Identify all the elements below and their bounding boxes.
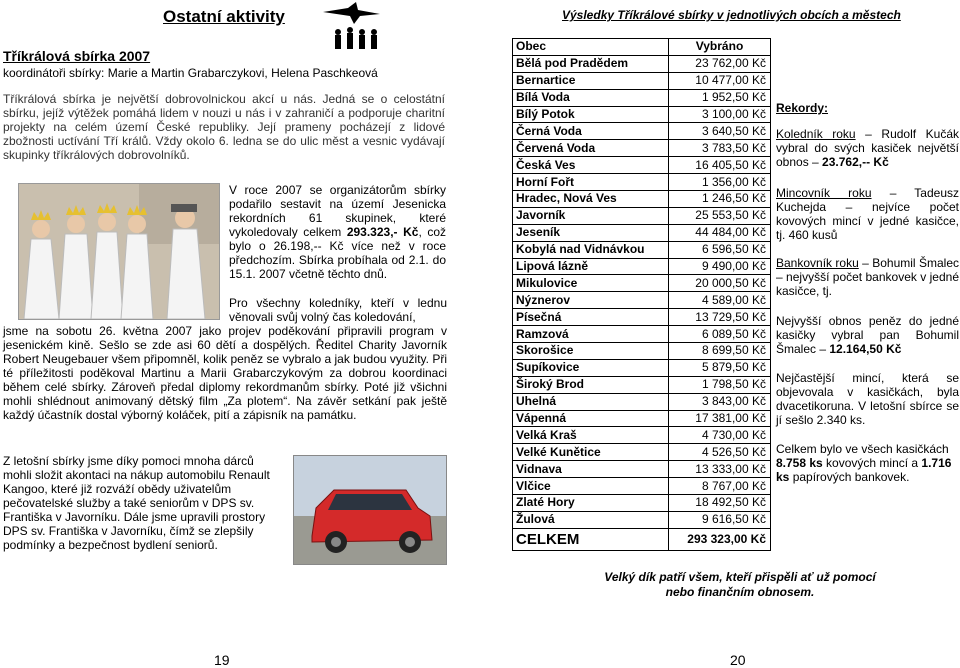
amount-cell: 44 484,00 Kč <box>669 224 771 241</box>
table-row <box>513 309 771 326</box>
amount-cell: 6 596,50 Kč <box>669 241 771 258</box>
thanks-first-lines: Pro všechny koledníky, kteří v lednu věnovali svůj volný čas koledování, <box>229 296 447 324</box>
amount-cell: 1 246,50 Kč <box>669 191 771 208</box>
town-cell: Horní Fořt <box>513 174 669 191</box>
table-row <box>513 191 771 208</box>
town-cell: Javorník <box>513 207 669 224</box>
town-cell: Jeseník <box>513 224 669 241</box>
town-cell: Bílý Potok <box>513 106 669 123</box>
note-count: 1.716 ks <box>776 456 952 484</box>
town-cell: Vápenná <box>513 410 669 427</box>
record-text: – Rudolf Kučák vybral do svých kasiček největší obnos – <box>776 127 959 169</box>
table-row <box>513 157 771 174</box>
section-title: Ostatní aktivity <box>163 7 285 26</box>
final-thanks: Velký dík patří všem, kteří přispěli ať už pomocí nebo finančním obnosem. <box>604 570 876 599</box>
town-cell: Široký Brod <box>513 376 669 393</box>
record-text: Nejvyšší obnos peněz do jedné kasičky vybral pan Bohumil Šmalec – <box>776 314 959 356</box>
town-cell: Černá Voda <box>513 123 669 140</box>
amount-cell: 3 843,00 Kč <box>669 393 771 410</box>
record-banknote-collector-of-year <box>776 256 959 298</box>
table-row <box>513 123 771 140</box>
text-part: Celkem bylo ve všech kasičkách <box>776 442 949 456</box>
text-part: papírových bankovek. <box>789 470 910 484</box>
town-cell: Hradec, Nová Ves <box>513 191 669 208</box>
table-row <box>513 275 771 292</box>
table-row <box>513 393 771 410</box>
records-heading: Rekordy: <box>776 101 829 115</box>
table-row <box>513 511 771 528</box>
table-row <box>513 495 771 512</box>
record-caroler-of-year <box>776 127 959 169</box>
table-row <box>513 89 771 106</box>
amount-cell: 23 762,00 Kč <box>669 55 771 72</box>
record-total-amount: 293.323,- Kč <box>346 225 419 239</box>
renault-kangoo-car-photo <box>293 455 447 565</box>
town-cell: Lipová lázně <box>513 258 669 275</box>
amount-cell: 3 100,00 Kč <box>669 106 771 123</box>
table-row <box>513 461 771 478</box>
town-cell: Velká Kraš <box>513 427 669 444</box>
amount-cell: 18 492,50 Kč <box>669 495 771 512</box>
record-most-common-coin: Nejčastější mincí, která se objevovala v kasičkách, byla dvacetikoruna. V letošní sbírce se jí sešlo 2.340 ks. <box>776 371 959 427</box>
record-amount: 12.164,50 Kč <box>829 342 902 356</box>
amount-cell: 4 589,00 Kč <box>669 292 771 309</box>
town-cell: Zlaté Hory <box>513 495 669 512</box>
table-row <box>513 292 771 309</box>
amount-cell: 13 729,50 Kč <box>669 309 771 326</box>
town-cell: Velké Kunětice <box>513 444 669 461</box>
town-cell: Uhelná <box>513 393 669 410</box>
table-row <box>513 224 771 241</box>
text-part: kovových mincí a <box>822 456 922 470</box>
table-row <box>513 359 771 376</box>
record-role: Mincovník roku <box>776 186 872 200</box>
record-text-before: V roce 2007 se organizátorům sbírky podařilo sestavit na území Jesenicka rekordních 61 skupinek, které vykoledovaly celkem <box>229 183 446 239</box>
table-row <box>513 410 771 427</box>
table-header-row <box>513 39 771 56</box>
page-number-left: 19 <box>214 652 230 668</box>
amount-cell: 16 405,50 Kč <box>669 157 771 174</box>
car-paragraph: Z letošní sbírky jsme díky pomoci mnoha dárců mohli složit akontaci na nákup automobilu Renault Kangoo, které již rozváží obědy uživatelům pečovatelské služby a také seniorům v DPS sv. Františka v Javorníku. Dále jsme upravili prostory DPS sv. Františka v Javorníku, čímž se zlepšily podmínky a bezpečnost bydlení seniorů. <box>3 454 270 552</box>
amount-cell: 13 333,00 Kč <box>669 461 771 478</box>
town-cell: Kobylá nad Vidnávkou <box>513 241 669 258</box>
amount-cell: 20 000,50 Kč <box>669 275 771 292</box>
town-cell: Supíkovice <box>513 359 669 376</box>
town-cell: Vlčice <box>513 478 669 495</box>
town-cell: Bílá Voda <box>513 89 669 106</box>
town-cell: Bělá pod Pradědem <box>513 55 669 72</box>
amount-cell: 8 699,50 Kč <box>669 343 771 360</box>
record-text: – Bohumil Šmalec – nejvyšší počet bankovek v jedné kasičce, tj. <box>776 256 959 298</box>
amount-cell: 3 783,50 Kč <box>669 140 771 157</box>
coordinators-line: koordinátoři sbírky: Marie a Martin Grabarczykovi, Helena Paschkeová <box>3 66 378 80</box>
amount-cell: 6 089,50 Kč <box>669 326 771 343</box>
total-amount: 293 323,00 Kč <box>669 528 771 550</box>
town-cell: Červená Voda <box>513 140 669 157</box>
table-row <box>513 55 771 72</box>
amount-cell: 10 477,00 Kč <box>669 72 771 89</box>
amount-cell: 5 879,50 Kč <box>669 359 771 376</box>
record-role: Koledník roku <box>776 127 856 141</box>
town-cell: Česká Ves <box>513 157 669 174</box>
table-row <box>513 140 771 157</box>
thanks-paragraph <box>3 296 447 422</box>
table-row <box>513 72 771 89</box>
amount-cell: 1 798,50 Kč <box>669 376 771 393</box>
record-amount: 23.762,-- Kč <box>822 155 889 169</box>
amount-cell: 25 553,50 Kč <box>669 207 771 224</box>
table-total-row <box>513 528 771 550</box>
record-coin-collector-of-year <box>776 186 959 242</box>
record-highest-box <box>776 314 959 356</box>
table-row <box>513 207 771 224</box>
three-kings-star-logo <box>318 2 388 52</box>
table-row <box>513 241 771 258</box>
record-text-after: , což bylo o 26.198,-- Kč více než v roce předchozím. Sbírka probíhala od 2.1. do 15.1. 2007 včetně těchto dnů. <box>229 225 446 281</box>
article-title: Tříkrálová sbírka 2007 <box>3 48 151 64</box>
amount-cell: 3 640,50 Kč <box>669 123 771 140</box>
amount-cell: 4 526,50 Kč <box>669 444 771 461</box>
table-row <box>513 427 771 444</box>
table-row <box>513 444 771 461</box>
town-cell: Skorošice <box>513 343 669 360</box>
town-cell: Bernartice <box>513 72 669 89</box>
town-cell: Nýznerov <box>513 292 669 309</box>
amount-cell: 8 767,00 Kč <box>669 478 771 495</box>
table-row <box>513 106 771 123</box>
coin-count: 8.758 ks <box>776 456 823 470</box>
table-row <box>513 326 771 343</box>
town-cell: Žulová <box>513 511 669 528</box>
record-role: Bankovník roku <box>776 256 859 270</box>
amount-cell: 1 356,00 Kč <box>669 174 771 191</box>
amount-cell: 4 730,00 Kč <box>669 427 771 444</box>
town-cell: Ramzová <box>513 326 669 343</box>
record-total-coins-notes <box>776 442 959 484</box>
amount-cell: 1 952,50 Kč <box>669 89 771 106</box>
results-title: Výsledky Tříkrálové sbírky v jednotlivých obcích a městech <box>562 8 901 22</box>
column-header-amount: Vybráno <box>669 39 771 56</box>
table-row <box>513 478 771 495</box>
results-table <box>512 38 771 551</box>
table-row <box>513 174 771 191</box>
thanks-rest: jsme na sobotu 26. května 2007 jako projev poděkování připravili program v jesenickém kině. Sešlo se zde asi 60 dětí a dospělých. Ředitel Charity Javorník Robert Neugebauer všem připomněl, kolik peněz se vybralo a jak budou využity. Při té příležitosti poděkoval Martinu a Marii Grabarczykovým za dobrou koordinaci během celé sbírky. Zároveň předal diplomy rekordmanům sbírky. Poté již všichni mohli shlédnout animovaný dětský film „Za plotem“. Na závěr setkání pak ještě každý účastník dostal výborný koláček, pití a zápisník na památku. <box>3 324 447 422</box>
amount-cell: 9 616,50 Kč <box>669 511 771 528</box>
table-row <box>513 258 771 275</box>
record-paragraph <box>229 183 446 281</box>
column-header-town: Obec <box>513 39 669 56</box>
town-cell: Písečná <box>513 309 669 326</box>
table-row <box>513 343 771 360</box>
page-number-right: 20 <box>730 652 746 668</box>
amount-cell: 9 490,00 Kč <box>669 258 771 275</box>
town-cell: Mikulovice <box>513 275 669 292</box>
town-cell: Vidnava <box>513 461 669 478</box>
amount-cell: 17 381,00 Kč <box>669 410 771 427</box>
total-label: CELKEM <box>513 528 669 550</box>
record-text: – Tadeusz Kuchejda – nejvíce počet kovových mincí v jedné kasičce, tj. 460 kusů <box>776 186 959 242</box>
table-row <box>513 376 771 393</box>
intro-paragraph: Tříkrálová sbírka je největší dobrovolnickou akcí u nás. Jedná se o celostátní sbírku, jejíž výtěžek pomáhá lidem v nouzi u nás i v zahraničí a podporuje charitní projekty na celém území České republiky. Její prameny pocházejí z lidové zbožnosti uctívání Tří králů. Vždy okolo 6. ledna se do ulic měst a vesnic vydávají skupinky tříkrálových dobrovolníků. <box>3 92 445 162</box>
